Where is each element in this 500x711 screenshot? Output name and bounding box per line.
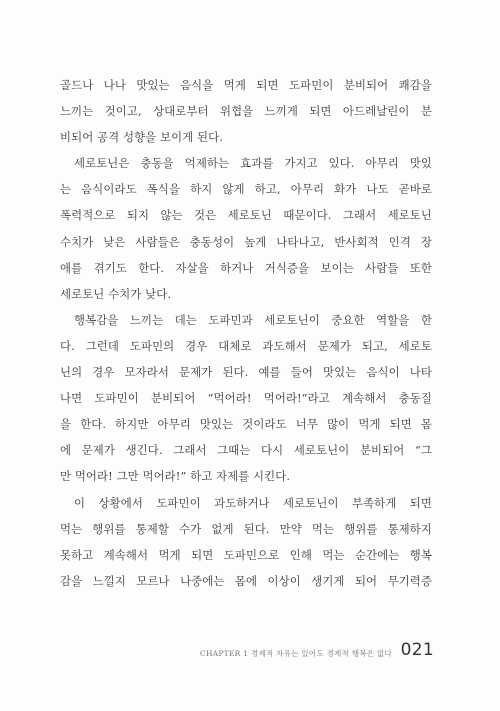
paragraph — [60, 72, 432, 150]
paragraph — [60, 490, 432, 594]
text-line: 세로토닌 수치가 낮다. — [60, 286, 172, 301]
paragraph — [60, 150, 432, 307]
running-footer-chapter: CHAPTER 1 경제적 자유는 있어도 경제적 행복은 없다 — [199, 649, 392, 658]
text-line: 다. 그런데 도파민의 경우 대체로 과도해서 문제가 되고, 세로토 — [60, 338, 432, 353]
paragraph — [60, 307, 432, 490]
page-number: 021 — [400, 640, 434, 660]
text-line: 감을 느낄지 모르나 나중에는 몸에 이상이 생기게 되어 무기력증 — [60, 573, 432, 588]
page-footer — [0, 642, 500, 666]
text-line: 을 한다. 하지만 아무리 맛있는 것이라도 너무 많이 먹게 되면 몸 — [60, 417, 432, 432]
text-line: 애를 겪기도 한다. 자살을 하거나 거식증을 보이는 사람들 또한 — [60, 260, 432, 275]
text-line: 수치가 낮은 사람들은 충동성이 높게 나타나고, 반사회적 인격 장 — [60, 234, 432, 249]
text-line: 골드나 나나 맛있는 음식을 먹게 되면 도파민이 분비되어 쾌감을 — [60, 78, 432, 92]
text-line: 만 먹어라! 그만 먹어라!” 하고 자제를 시킨다. — [60, 469, 291, 484]
text-line: 나면 도파민이 분비되어 “먹어라! 먹어라!”라고 계속해서 충동질 — [60, 391, 432, 406]
text-line: 비되어 공격 성향을 보이게 된다. — [60, 130, 223, 145]
text-line: 못하고 계속해서 먹게 되면 도파민으로 인해 먹는 순간에는 행복 — [60, 547, 432, 562]
text-line: 폭력적으로 되지 않는 것은 세로토닌 때문이다. 그래서 세로토닌 — [60, 208, 432, 223]
text-line: 닌의 경우 모자라서 문제가 된다. 예를 들어 맛있는 음식이 나타 — [60, 365, 432, 380]
text-line: 에 문제가 생긴다. 그래서 그때는 다시 세로토닌이 분비되어 “그 — [60, 443, 432, 458]
text-line: 는 음식이라도 폭식을 하지 않게 하고, 아무리 화가 나도 곧바로 — [60, 182, 432, 197]
body-text — [60, 72, 432, 594]
text-line: 행복감을 느끼는 데는 도파민과 세로토닌이 중요한 역할을 한 — [74, 312, 432, 327]
text-line: 느끼는 것이고, 상대로부터 위협을 느끼게 되면 아드레날린이 분 — [60, 104, 432, 119]
text-line: 먹는 행위를 통제할 수가 없게 된다. 만약 먹는 행위를 통제하지 — [60, 521, 432, 536]
text-line: 세로토닌은 충동을 억제하는 효과를 가지고 있다. 아무리 맛있 — [74, 156, 432, 171]
text-line: 이 상황에서 도파민이 과도하거나 세로토닌이 부족하게 되면 — [74, 495, 432, 510]
